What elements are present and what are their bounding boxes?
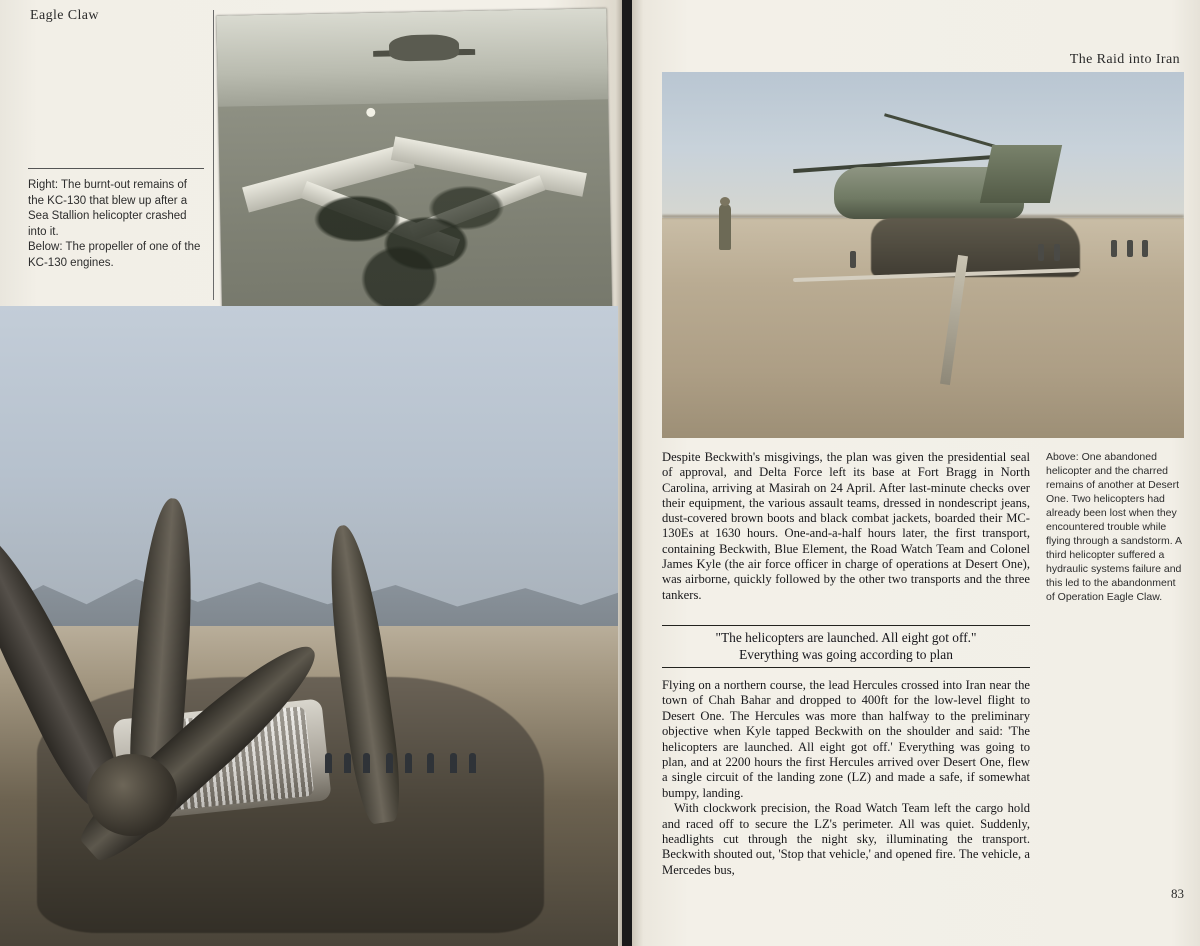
paragraph: Despite Beckwith's misgivings, the plan was given the presidential seal of approval, and Delta Force left its base at Fort Bragg in North Carolina, arriving at Masirah on 24 April. After last-minute checks over their equipment, the various assault teams, dressed in nondescript jeans, dust-covered brown boots and black combat jackets, boarded their MC-130Es at 1630 hours. One-and-a-half hours later, the first transport, containing Beckwith, Blue Element, the Road Watch Team and Colonel James Kyle (the air force officer in charge of operations at Desert One), was airborne, quickly followed by the other two transports and the three tankers. xyxy=(662,450,1030,602)
running-head-right: The Raid into Iran xyxy=(1069,52,1180,67)
pull-quote-line-1: "The helicopters are launched. All eight got off." xyxy=(715,630,977,645)
caption-right-text: One abandoned helicopter and the charred remains of another at Desert One. Two helicopters had already been lost when they encountered trouble while flying through a sandstorm. A third helicopter suffered a hydraulic systems failure and this led to the abandonment of Operation Eagle Claw. xyxy=(1046,451,1182,603)
article-body-part-1 xyxy=(662,450,1030,605)
photo-kc130-propeller xyxy=(0,306,618,946)
page-number: 83 xyxy=(1171,886,1184,901)
caption-left-text-1: The burnt-out remains of the KC-130 that blew up after a Sea Stallion helicopter crashed into it. xyxy=(28,179,188,238)
caption-vertical-rule xyxy=(213,10,214,300)
caption-left-text-2: The propeller of one of the KC-130 engines. xyxy=(28,241,201,269)
running-head-left: Eagle Claw xyxy=(30,8,99,23)
wreck-debris xyxy=(274,146,550,325)
caption-rule xyxy=(28,168,204,169)
paragraph: Flying on a northern course, the lead Hercules crossed into Iran near the town of Chah Bahar and dropped to 400ft for the low-level flight to Desert One. The Hercules was more than halfway to the preliminary objective when Kyle tapped Beckwith on the shoulder and said: 'The helicopters are launched. All eight got off.' Everything was going to plan, and at 2200 hours the first Hercules arrived over Desert One, flew a single circuit of the landing zone (LZ) and made a safe, if somewhat bumpy, landing. xyxy=(662,678,1030,800)
standing-soldier xyxy=(719,204,731,250)
background-figures xyxy=(321,735,482,773)
helicopter-tail xyxy=(979,145,1061,203)
photo-sky-region xyxy=(0,306,618,613)
paragraph: With clockwork precision, the Road Watch Team left the cargo hold and raced off to secure the LZ's perimeter. All was quiet. Suddenly, headlights cut through the night sky, illuminating the transport. Beckwith shouted out, 'Stop that vehicle,' and opened fire. The vehicle, a Mercedes bus, xyxy=(662,801,1030,877)
helicopter-shape xyxy=(388,34,458,61)
caption-right xyxy=(1046,450,1186,604)
caption-left-line-2 xyxy=(28,240,204,271)
caption-left-line-1 xyxy=(28,178,204,240)
caption-left xyxy=(28,178,204,271)
propeller-hub xyxy=(87,754,177,836)
caption-left-label-2: Below: xyxy=(28,241,63,253)
caption-right-label: Above: xyxy=(1046,451,1079,463)
light-spot xyxy=(366,107,375,116)
pull-quote xyxy=(662,625,1030,668)
caption-left-label-1: Right: xyxy=(28,179,59,191)
photo-sky-region xyxy=(216,8,608,114)
pull-quote-line-2: Everything was going according to plan xyxy=(739,647,953,662)
photo-abandoned-helicopter-desert-one xyxy=(662,72,1184,438)
article-body-part-2 xyxy=(662,678,1030,878)
